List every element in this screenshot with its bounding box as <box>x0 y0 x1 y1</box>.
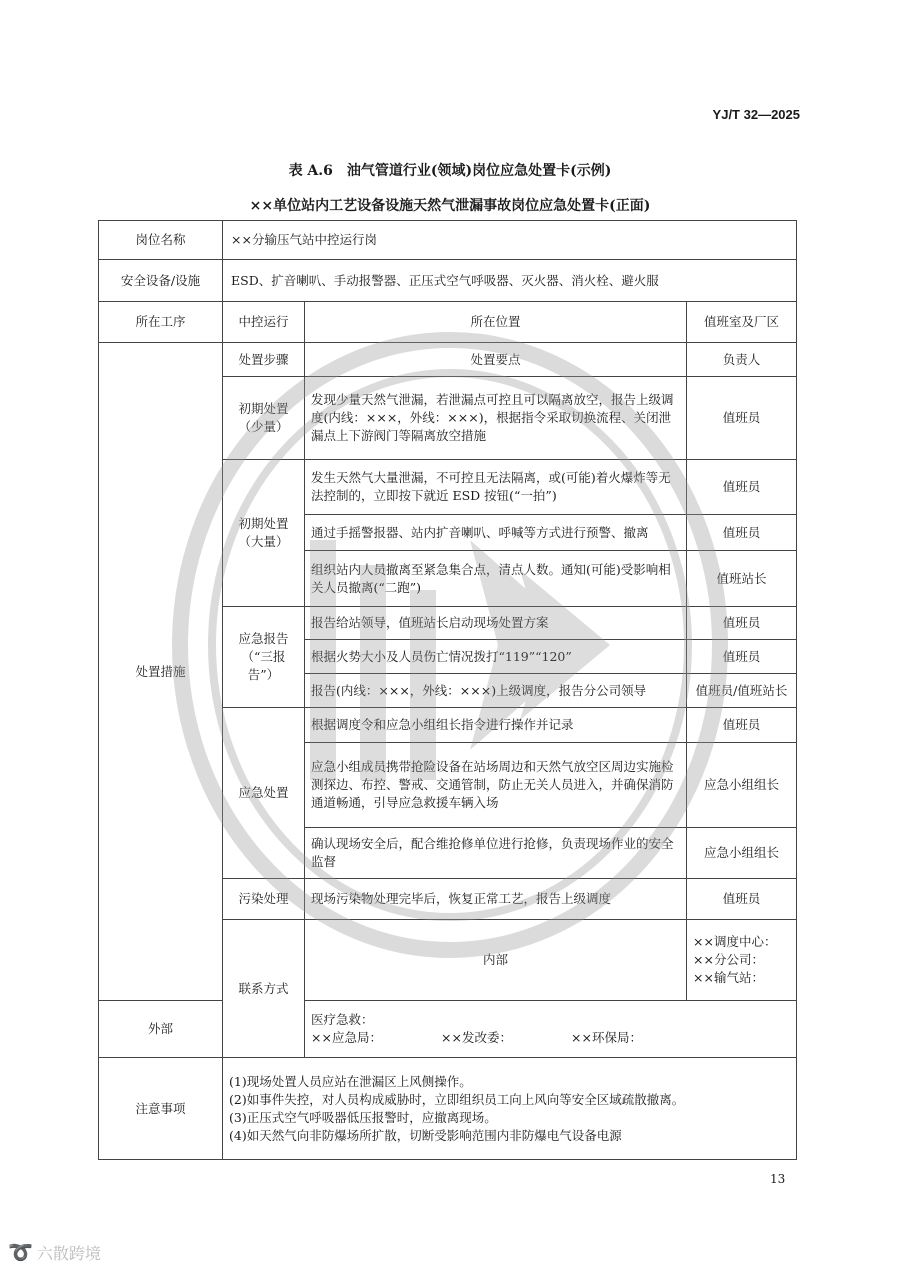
table-row <box>99 1058 797 1160</box>
location-label: 所在位置 <box>305 302 687 343</box>
owner-cell: 值班员 <box>687 515 797 551</box>
point-text: 根据火势大小及人员伤亡情况拨打“119”“120” <box>305 640 687 674</box>
step-report: 应急报告（“三报告”） <box>223 607 305 708</box>
post-name-label: 岗位名称 <box>99 221 223 260</box>
points-header: 处置要点 <box>305 343 687 377</box>
post-name-value: ××分输压气站中控运行岗 <box>223 221 797 260</box>
notes-label: 注意事项 <box>99 1058 223 1160</box>
contact-label: 联系方式 <box>223 920 305 1058</box>
step-pollution: 污染处理 <box>223 879 305 920</box>
notes-content <box>223 1058 797 1160</box>
contact-line: ××调度中心： <box>693 934 777 949</box>
step-initial-large: 初期处置（大量） <box>223 460 305 607</box>
external-label: 外部 <box>99 1001 223 1058</box>
point-text: 现场污染物处理完毕后，恢复正常工艺，报告上级调度 <box>305 879 687 920</box>
point-text: 组织站内人员撤离至紧急集合点，清点人数。通知(可能)受影响相关人员撤离(“二跑”) <box>305 551 687 607</box>
table-row <box>99 1001 797 1058</box>
point-text: 通过手摇警报器、站内扩音喇叭、呼喊等方式进行预警、撤离 <box>305 515 687 551</box>
owner-cell: 应急小组组长 <box>687 743 797 828</box>
process-label: 所在工序 <box>99 302 223 343</box>
brand-mark-icon: ➰ <box>8 1240 33 1264</box>
owner-cell: 值班员/值班站长 <box>687 674 797 708</box>
point-text: 应急小组成员携带抢险设备在站场周边和天然气放空区周边实施检测探边、布控、警戒、交通管制，防止无关人员进入，并确保消防通道畅通，引导应急救援车辆入场 <box>305 743 687 828</box>
emergency-card-table <box>98 220 797 1160</box>
table-caption: 表 A.6 油气管道行业(领域)岗位应急处置卡(示例) <box>288 163 612 179</box>
table-row <box>99 302 797 343</box>
owner-cell: 值班员 <box>687 640 797 674</box>
point-text: 根据调度令和应急小组组长指令进行操作并记录 <box>305 708 687 743</box>
process-value: 中控运行 <box>223 302 305 343</box>
measures-label: 处置措施 <box>99 343 223 1001</box>
page-number: 13 <box>770 1172 786 1186</box>
note-line: (1)现场处置人员应站在泄漏区上风侧操作。 <box>229 1073 472 1089</box>
contact-line: ××分公司： <box>693 952 764 967</box>
contact-line: 医疗急救： <box>311 1012 374 1027</box>
card-title: ××单位站内工艺设备设施天然气泄漏事故岗位应急处置卡(正面) <box>249 198 651 214</box>
internal-contacts <box>687 920 797 1001</box>
safety-label: 安全设备/设施 <box>99 260 223 302</box>
external-contacts <box>305 1001 797 1058</box>
contact-item: ××应急局： <box>311 1030 382 1045</box>
note-line: (3)正压式空气呼吸器低压报警时，应撤离现场。 <box>229 1109 497 1125</box>
owner-cell: 值班员 <box>687 460 797 515</box>
point-text: 确认现场安全后，配合维抢修单位进行抢修，负责现场作业的安全监督 <box>305 828 687 879</box>
owner-cell: 值班员 <box>687 607 797 640</box>
step-initial-small: 初期处置（少量） <box>223 377 305 460</box>
owner-cell: 值班员 <box>687 377 797 460</box>
note-line: (2)如事件失控，对人员构成威胁时，立即组织员工向上风向等安全区域疏散撤离。 <box>229 1091 685 1107</box>
safety-value: ESD、扩音喇叭、手动报警器、正压式空气呼吸器、灭火器、消火栓、避火服 <box>223 260 797 302</box>
point-text: 发生天然气大量泄漏，不可控且无法隔离，或(可能)着火爆炸等无法控制的，立即按下就近 ESD 按钮(“一拍”) <box>305 460 687 515</box>
logo-text: 六散跨境 <box>36 1244 101 1263</box>
standard-code: YJ/T 32—2025 <box>712 107 800 122</box>
owner-cell: 应急小组组长 <box>687 828 797 879</box>
table-row <box>99 221 797 260</box>
contact-line <box>311 1029 790 1047</box>
contact-line: ××输气站： <box>693 970 764 985</box>
contact-item: ××发改委： <box>441 1030 512 1045</box>
internal-label: 内部 <box>305 920 687 1001</box>
point-text: 报告(内线：×××，外线：×××)上级调度，报告分公司领导 <box>305 674 687 708</box>
point-text: 发现少量天然气泄漏，若泄漏点可控且可以隔离放空，报告上级调度(内线：×××，外线：×××)，根据指令采取切换流程、关闭泄漏点上下游阀门等隔离放空措施 <box>305 377 687 460</box>
owner-cell: 值班员 <box>687 708 797 743</box>
owner-cell: 值班员 <box>687 879 797 920</box>
owner-cell: 值班站长 <box>687 551 797 607</box>
step-response: 应急处置 <box>223 708 305 879</box>
step-header: 处置步骤 <box>223 343 305 377</box>
table-row <box>99 343 797 377</box>
contact-item: ××环保局： <box>571 1030 642 1045</box>
point-text: 报告给站领导，值班站长启动现场处置方案 <box>305 607 687 640</box>
owner-header: 负责人 <box>687 343 797 377</box>
footer-logo <box>8 1240 101 1264</box>
location-value: 值班室及厂区 <box>687 302 797 343</box>
note-line: (4)如天然气向非防爆场所扩散，切断受影响范围内非防爆电气设备电源 <box>229 1127 622 1143</box>
table-row <box>99 260 797 302</box>
